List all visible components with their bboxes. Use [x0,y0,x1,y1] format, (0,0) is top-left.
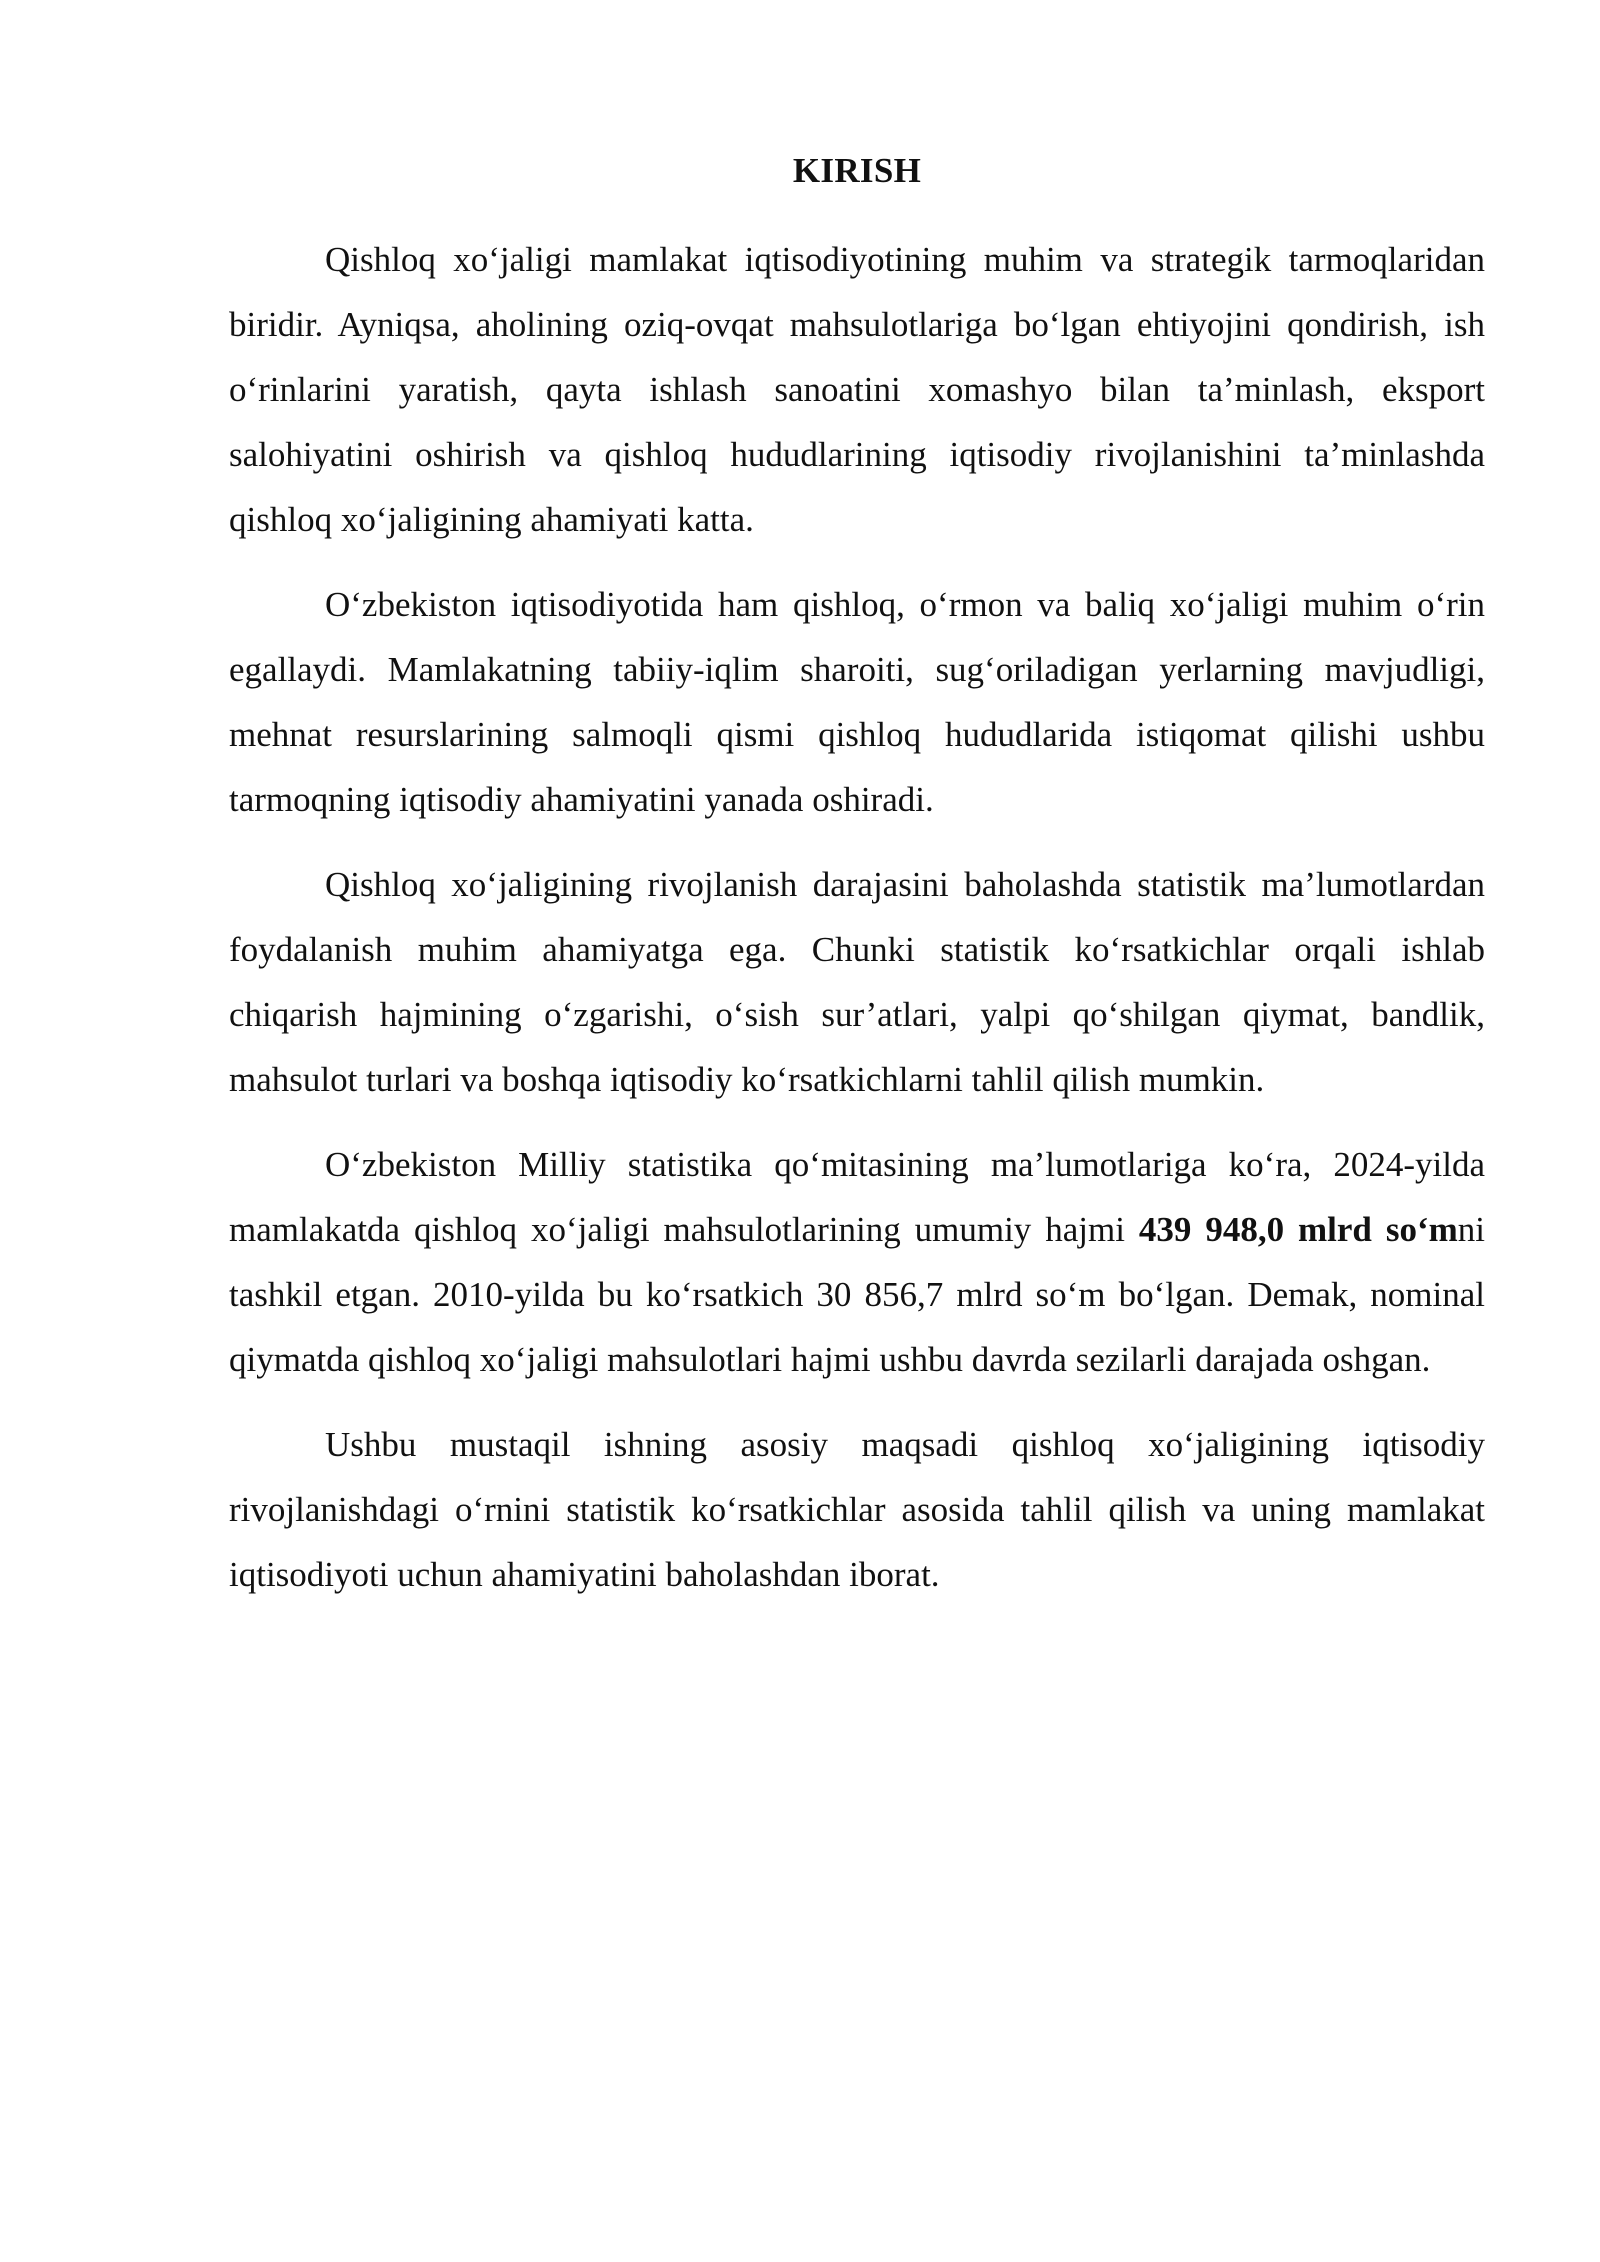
document-body [229,150,1485,1627]
paragraph-3: Qishloq xo‘jaligining rivojlanish darajasini baholashda statistik ma’lumotlardan foydalanish muhim ahamiyatga ega. Chunki statistik ko‘rsatkichlar orqali ishlab chiqarish hajmining o‘zgarishi, o‘sish sur’atlari, yalpi qo‘shilgan qiymat, bandlik, mahsulot turlari va boshqa iqtisodiy ko‘rsatkichlarni tahlil qilish mumkin. [229,865,1485,1099]
paragraph-4-bold-value: 439 948,0 mlrd so‘m [1138,1210,1458,1249]
paragraph-2: O‘zbekiston iqtisodiyotida ham qishloq, o‘rmon va baliq xo‘jaligi muhim o‘rin egallaydi. Mamlakatning tabiiy-iqlim sharoiti, sug‘oriladigan yerlarning mavjudligi, mehnat resurslarining salmoqli qismi qishloq hududlarida istiqomat qilishi ushbu tarmoqning iqtisodiy ahamiyatini yanada oshiradi. [229,585,1485,819]
paragraph-1: Qishloq xo‘jaligi mamlakat iqtisodiyotining muhim va strategik tarmoqlaridan biridir. Ayniqsa, aholining oziq-ovqat mahsulotlariga bo‘lgan ehtiyojini qondirish, ish o‘rinlarini yaratish, qayta ishlash sanoatini xomashyo bilan ta’minlash, eksport salohiyatini oshirish va qishloq hududlarining iqtisodiy rivojlanishini ta’minlashda qishloq xo‘jaligining ahamiyati katta. [229,240,1485,539]
page-title: KIRISH [792,151,922,190]
paragraph-4-text-after: ni tashkil etgan. 2010-yilda bu ko‘rsatkich 30 856,7 mlrd so‘m bo‘lgan. Demak, nominal qiymatda qishloq xo‘jaligi mahsulotlari hajmi ushbu davrda sezilarli darajada oshgan. [229,1210,1485,1379]
paragraph-4-text-before: O‘zbekiston Milliy statistika qo‘mitasining ma’lumotlariga ko‘ra, 2024-yilda mamlakatda qishloq xo‘jaligi mahsulotlarining umumiy hajmi [229,1145,1485,1249]
paragraph-4 [229,1132,1485,1392]
paragraph-5: Ushbu mustaqil ishning asosiy maqsadi qishloq xo‘jaligining iqtisodiy rivojlanishdagi o‘rnini statistik ko‘rsatkichlar asosida tahlil qilish va uning mamlakat iqtisodiyoti uchun ahamiyatini baholashdan iborat. [229,1425,1485,1594]
